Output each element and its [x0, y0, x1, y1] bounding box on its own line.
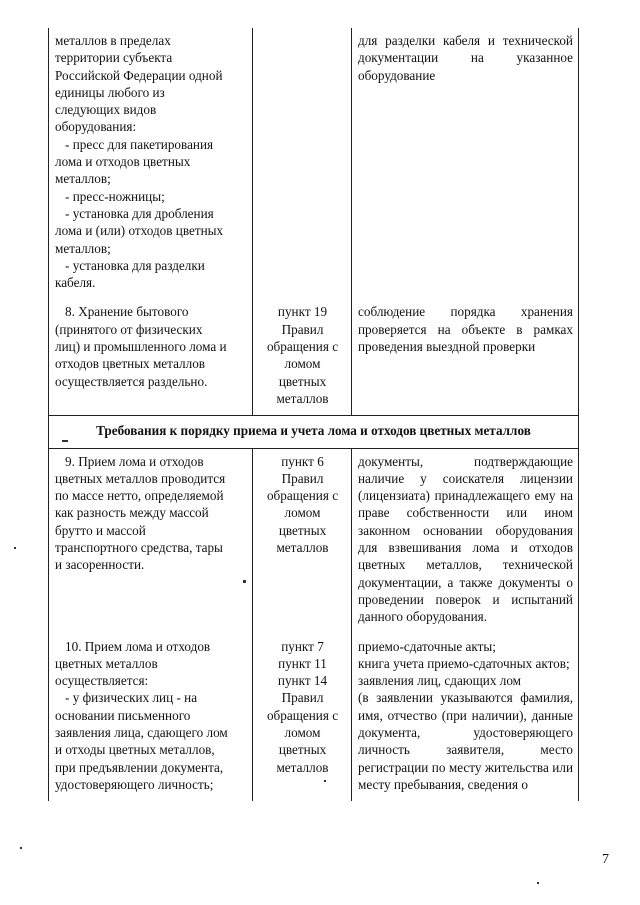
- verification-text: книга учета приемо-сдаточных актов;: [358, 655, 570, 671]
- requirement-cell: [49, 448, 253, 633]
- verification-text: для разделки кабеля и технической документации на указанное оборудование: [358, 33, 573, 83]
- text-line: пункт 6: [281, 453, 324, 469]
- text-line: Правил: [281, 690, 324, 706]
- scan-speck: [14, 547, 16, 549]
- text-line: Правил: [281, 321, 324, 337]
- text-line: металлов: [276, 390, 329, 406]
- scan-speck: [324, 780, 326, 782]
- text-line: территории субъекта: [55, 50, 173, 66]
- text-line: лиц) и промышленного лома и: [55, 339, 227, 355]
- requirement-cell: [49, 634, 253, 802]
- table-row: [49, 448, 579, 633]
- text-line: ломом: [284, 724, 321, 740]
- text-line: - пресс-ножницы;: [65, 188, 165, 204]
- text-line: пункт 14: [277, 673, 328, 689]
- text-line: 9. Прием лома и отходов: [65, 453, 204, 469]
- table-row: [49, 28, 579, 299]
- page-number: 7: [602, 852, 609, 867]
- text-line: Российской Федерации одной: [55, 67, 223, 83]
- text-line: цветных: [278, 373, 327, 389]
- verification-cell: [352, 448, 579, 633]
- text-line: металлов: [276, 759, 329, 775]
- scan-speck: [243, 580, 246, 583]
- text-line: ломом: [284, 356, 321, 372]
- reference-cell: [253, 28, 352, 299]
- text-line: как разность между массой: [55, 505, 209, 521]
- table-row: [49, 299, 579, 415]
- text-line: - у физических лиц - на: [65, 690, 198, 706]
- text-line: пункт 19: [277, 304, 328, 320]
- text-line: обращения с: [266, 488, 339, 504]
- text-line: - установка для разделки: [65, 257, 205, 273]
- table-body-bottom: [49, 448, 579, 801]
- text-line: обращения с: [266, 339, 339, 355]
- text-line: металлов: [276, 540, 329, 556]
- text-line: цветных: [278, 522, 327, 538]
- text-line: лома и отходов цветных: [55, 154, 191, 170]
- text-line: брутто и массой: [55, 522, 146, 538]
- verification-cell: [352, 28, 579, 299]
- text-line: следующих видов: [55, 102, 157, 118]
- text-line: - пресс для пакетирования: [65, 136, 214, 152]
- reference-cell: [253, 299, 352, 415]
- table-row: [49, 634, 579, 802]
- text-line: цветных металлов проводится: [55, 470, 226, 486]
- text-line: металлов;: [55, 171, 111, 187]
- text-line: - установка для дробления: [65, 205, 214, 221]
- text-line: металлов в пределах: [55, 33, 171, 48]
- verification-text: (в заявлении указываются фамилия, имя, отчество (при наличии), данные документа, удостоверяющего личность заявителя, место регистрации по месту жительства или месту пребывания, сведения о: [358, 690, 573, 792]
- text-line: кабеля.: [55, 275, 96, 291]
- verification-text: документы, подтверждающие наличие у соискателя лицензии (лицензиата) принадлежащего ему на праве собственности или ином законном основании оборудования для взвешивания лома и отходов цветных металлов, технической документации, а также документы о проведении поверок и испытаний данного оборудования.: [358, 453, 573, 625]
- verification-text: приемо-сдаточные акты;: [358, 638, 496, 654]
- text-line: осуществляется раздельно.: [55, 373, 208, 389]
- text-line: оборудования:: [55, 119, 137, 135]
- table-body-top: [49, 28, 579, 416]
- text-line: цветных металлов: [55, 655, 158, 671]
- verification-text: заявления лиц, сдающих лом: [358, 673, 522, 689]
- section-title: Требования к порядку приема и учета лома и отходов цветных металлов: [49, 416, 579, 448]
- text-line: при предъявлении документа,: [55, 759, 224, 775]
- verification-cell: [352, 634, 579, 802]
- text-line: заявления лица, сдающего лом: [55, 724, 228, 740]
- text-line: осуществляется:: [55, 673, 149, 689]
- section-header: [49, 416, 579, 448]
- text-line: Правил: [281, 470, 324, 486]
- text-line: основании письменного: [55, 707, 191, 723]
- scan-speck: [62, 440, 68, 442]
- text-line: по массе нетто, определяемой: [55, 488, 224, 504]
- scan-speck: [537, 882, 539, 884]
- text-line: пункт 7: [281, 638, 324, 654]
- text-line: цветных: [278, 742, 327, 758]
- text-line: (принятого от физических: [55, 321, 203, 337]
- section-row: [49, 416, 579, 448]
- text-line: 10. Прием лома и отходов: [65, 638, 211, 654]
- text-line: и засоренности.: [55, 557, 145, 573]
- text-line: лома и (или) отходов цветных: [55, 223, 224, 239]
- text-line: пункт 11: [278, 655, 327, 671]
- scan-speck: [20, 847, 22, 849]
- text-line: единицы любого из: [55, 84, 165, 100]
- verification-text: соблюдение порядка хранения проверяется на объекте в рамках проведения выездной проверки: [358, 304, 573, 355]
- text-line: металлов;: [55, 240, 111, 256]
- requirements-table: [48, 28, 579, 801]
- text-line: 8. Хранение бытового: [65, 304, 189, 320]
- requirement-cell: [49, 299, 253, 415]
- reference-cell: [253, 448, 352, 633]
- text-line: ломом: [284, 505, 321, 521]
- verification-cell: [352, 299, 579, 415]
- text-line: обращения с: [266, 707, 339, 723]
- reference-cell: [253, 634, 352, 802]
- text-line: удостоверяющего личность;: [55, 776, 214, 792]
- text-line: отходов цветных металлов: [55, 356, 206, 372]
- text-line: и отходы цветных металлов,: [55, 742, 215, 758]
- requirement-cell: [49, 28, 253, 299]
- text-line: транспортного средства, тары: [55, 540, 223, 556]
